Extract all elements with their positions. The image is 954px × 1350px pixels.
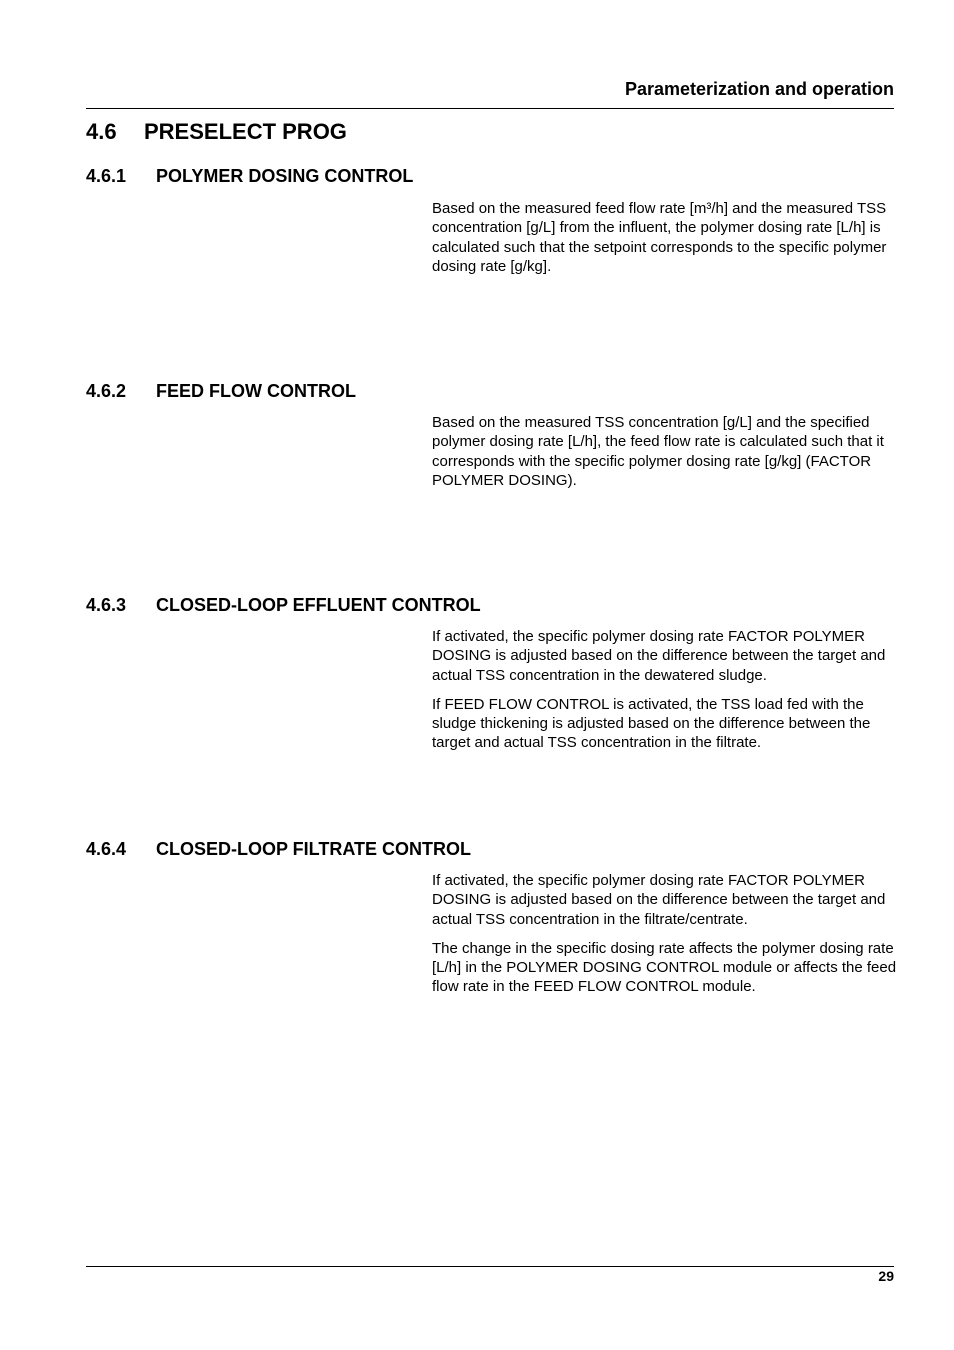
section-heading: [86, 839, 471, 860]
paragraph: If activated, the specific polymer dosing rate FACTOR POLYMER DOSING is adjusted based on the difference between the target and actual TSS concentration in the dewatered sludge.: [432, 628, 886, 684]
section-body: [432, 627, 902, 763]
paragraph: If activated, the specific polymer dosing rate FACTOR POLYMER DOSING is adjusted based on the difference between the target and actual TSS concentration in the filtrate/centrate.: [432, 872, 886, 928]
section-number: 4.6.1: [86, 166, 127, 186]
section-heading: [86, 595, 481, 616]
paragraph: Based on the measured feed flow rate [m³/h] and the measured TSS concentration [g/L] from the influent, the polymer dosing rate [L/h] is calculated such that the setpoint corresponds to the specific polymer dosing rate [g/kg].: [432, 200, 887, 275]
section-number: 4.6.4: [86, 839, 127, 859]
chapter-title: PRESELECT PROG: [144, 119, 347, 144]
page-number: 29: [878, 1268, 894, 1284]
section-heading: [86, 166, 413, 187]
section-title: FEED FLOW CONTROL: [156, 381, 356, 401]
section-body: [432, 871, 902, 1007]
section-body: [432, 199, 902, 286]
paragraph: If FEED FLOW CONTROL is activated, the TSS load fed with the sludge thickening is adjusted based on the difference between the target and actual TSS concentration in the filtrate.: [432, 695, 871, 752]
chapter-number: 4.6: [86, 119, 117, 144]
section-title: CLOSED-LOOP EFFLUENT CONTROL: [156, 595, 481, 615]
section-heading: [86, 381, 356, 402]
section-title: CLOSED-LOOP FILTRATE CONTROL: [156, 839, 471, 859]
section-number: 4.6.2: [86, 381, 127, 401]
paragraph: Based on the measured TSS concentration [g/L] and the specified polymer dosing rate [L/h], the feed flow rate is calculated such that it corresponds with the specific polymer dosing rate [g/kg] (FACTOR POLYMER DOSING).: [432, 414, 884, 489]
section-number: 4.6.3: [86, 595, 127, 615]
section-body: [432, 413, 902, 500]
header-rule: [86, 108, 894, 109]
section-title: POLYMER DOSING CONTROL: [156, 166, 414, 186]
footer-rule: [86, 1266, 894, 1267]
chapter-heading: [86, 119, 347, 145]
running-header: Parameterization and operation: [624, 79, 894, 99]
paragraph: The change in the specific dosing rate affects the polymer dosing rate [L/h] in the POLYMER DOSING CONTROL module or affects the feed flow rate in the FEED FLOW CONTROL module.: [432, 939, 897, 996]
